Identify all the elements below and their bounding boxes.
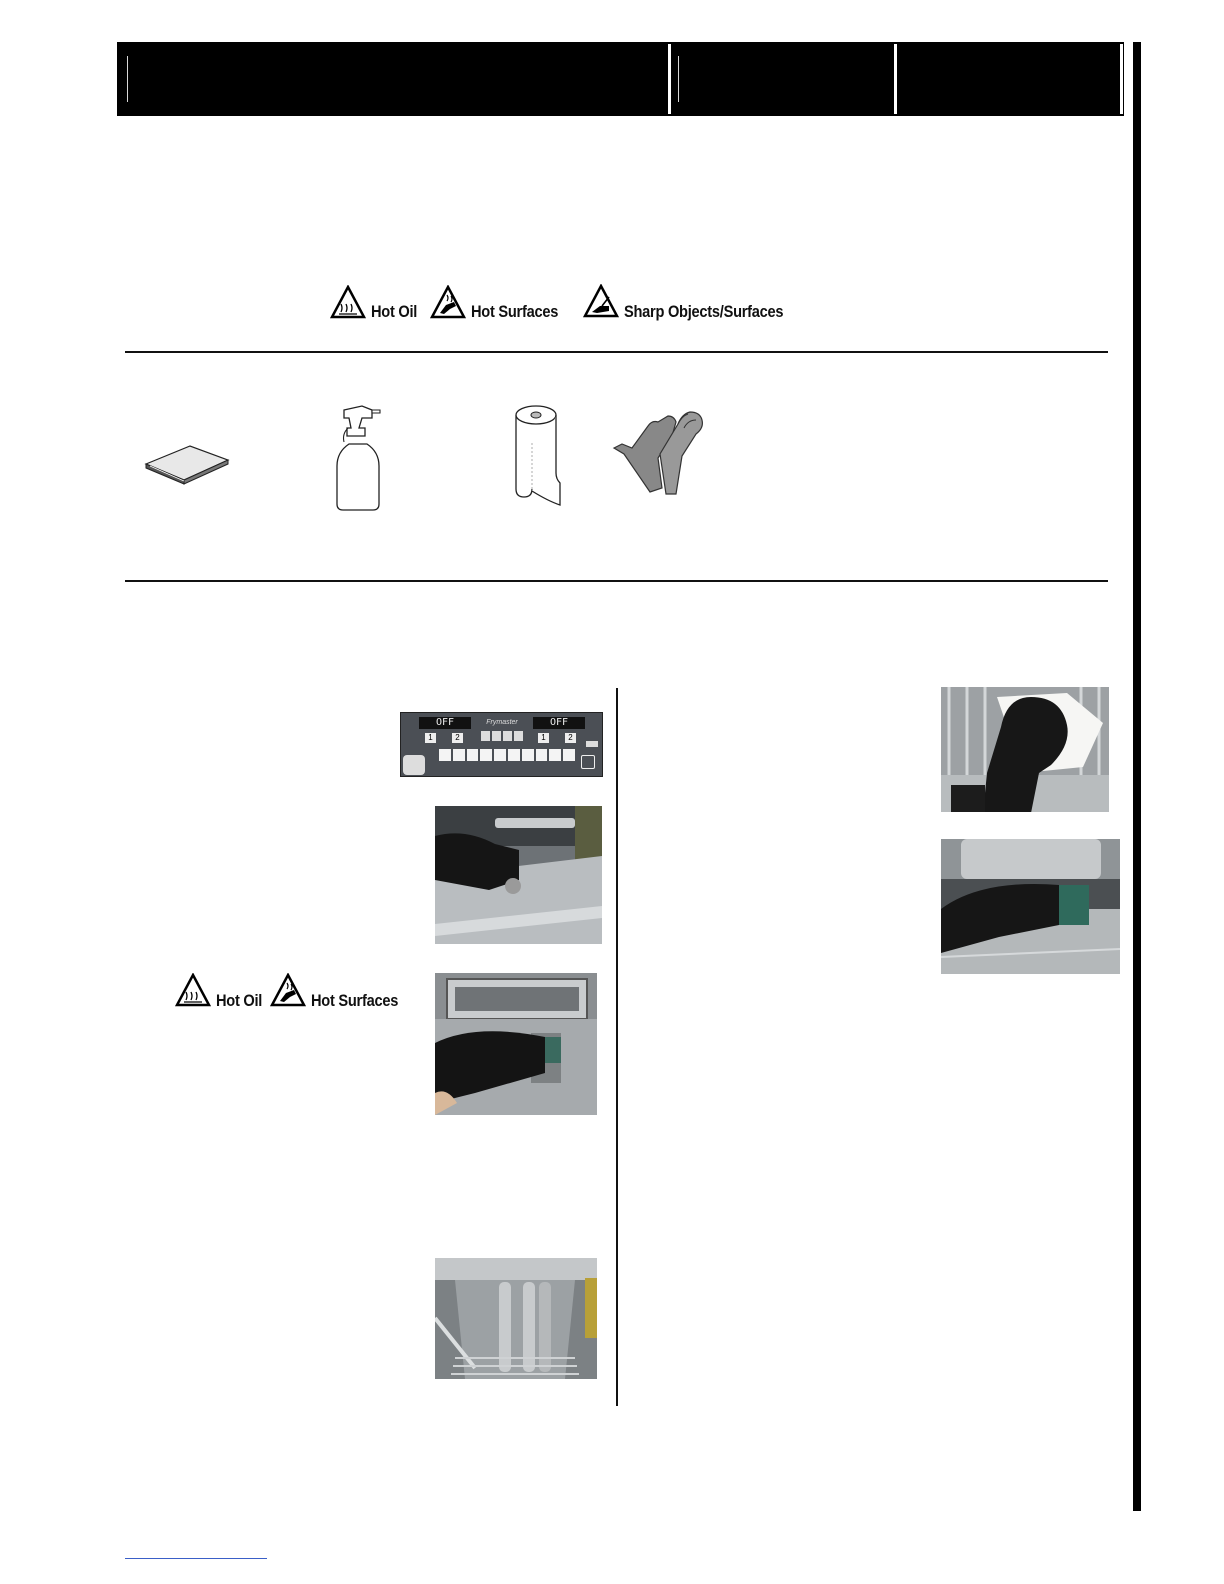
header-separator — [1120, 44, 1123, 114]
column-divider — [616, 688, 618, 1406]
product-key[interactable] — [508, 749, 520, 761]
brand-label: Frymaster — [486, 719, 518, 726]
header-separator — [668, 44, 671, 114]
product-key[interactable] — [549, 749, 561, 761]
header-cell-divider — [127, 56, 128, 102]
controller-panel — [400, 712, 603, 777]
spray-bottle-icon — [334, 402, 386, 512]
hot-surfaces-warning-icon — [430, 285, 466, 319]
product-key[interactable] — [453, 749, 465, 761]
photo-frypot-elements — [435, 1258, 597, 1379]
center-button[interactable] — [481, 731, 490, 741]
photo-remove-basket-rail — [435, 806, 602, 944]
finger-pressing-power — [403, 755, 425, 775]
right-vat-button-1[interactable]: 1 — [538, 733, 549, 743]
hot-oil-warning-icon — [175, 973, 211, 1007]
center-button[interactable] — [503, 731, 512, 741]
sharp-objects-label: Sharp Objects/Surfaces — [624, 302, 784, 321]
sharp-objects-warning-icon — [583, 284, 619, 318]
page-edge-rule — [1133, 42, 1141, 1511]
product-key[interactable] — [536, 749, 548, 761]
section-rule-top — [125, 351, 1108, 353]
product-key[interactable] — [467, 749, 479, 761]
footer-link-underline[interactable] — [125, 1558, 267, 1559]
hot-oil-warning-icon — [330, 285, 366, 319]
product-key[interactable] — [563, 749, 575, 761]
right-display: OFF — [533, 717, 585, 729]
left-display: OFF — [419, 717, 471, 729]
photo-scrub-frypot — [435, 973, 597, 1115]
product-key[interactable] — [494, 749, 506, 761]
hot-surfaces-label: Hot Surfaces — [311, 991, 399, 1010]
photo-scrub-rail — [941, 839, 1120, 974]
paper-towel-icon — [512, 403, 564, 507]
hot-oil-label: Hot Oil — [371, 302, 418, 321]
hot-surfaces-label: Hot Surfaces — [471, 302, 559, 321]
info-button[interactable] — [586, 741, 598, 747]
left-vat-button-1[interactable]: 1 — [425, 733, 436, 743]
gloves-icon — [610, 404, 710, 498]
product-key[interactable] — [522, 749, 534, 761]
product-key[interactable] — [439, 749, 451, 761]
section-rule-bottom — [125, 580, 1108, 582]
hot-oil-label: Hot Oil — [216, 991, 263, 1010]
scouring-pad-icon — [142, 440, 232, 486]
product-key[interactable] — [480, 749, 492, 761]
hot-surfaces-warning-icon — [270, 973, 306, 1007]
power-button[interactable] — [581, 755, 595, 769]
photo-wipe-with-towel — [941, 687, 1109, 812]
center-button[interactable] — [514, 731, 523, 741]
center-buttons — [481, 731, 523, 741]
left-vat-button-2[interactable]: 2 — [452, 733, 463, 743]
center-button[interactable] — [492, 731, 501, 741]
header-cell-divider — [678, 56, 679, 102]
right-vat-button-2[interactable]: 2 — [565, 733, 576, 743]
header-separator — [894, 44, 897, 114]
product-keys — [439, 749, 575, 761]
header-bar — [117, 42, 1124, 116]
